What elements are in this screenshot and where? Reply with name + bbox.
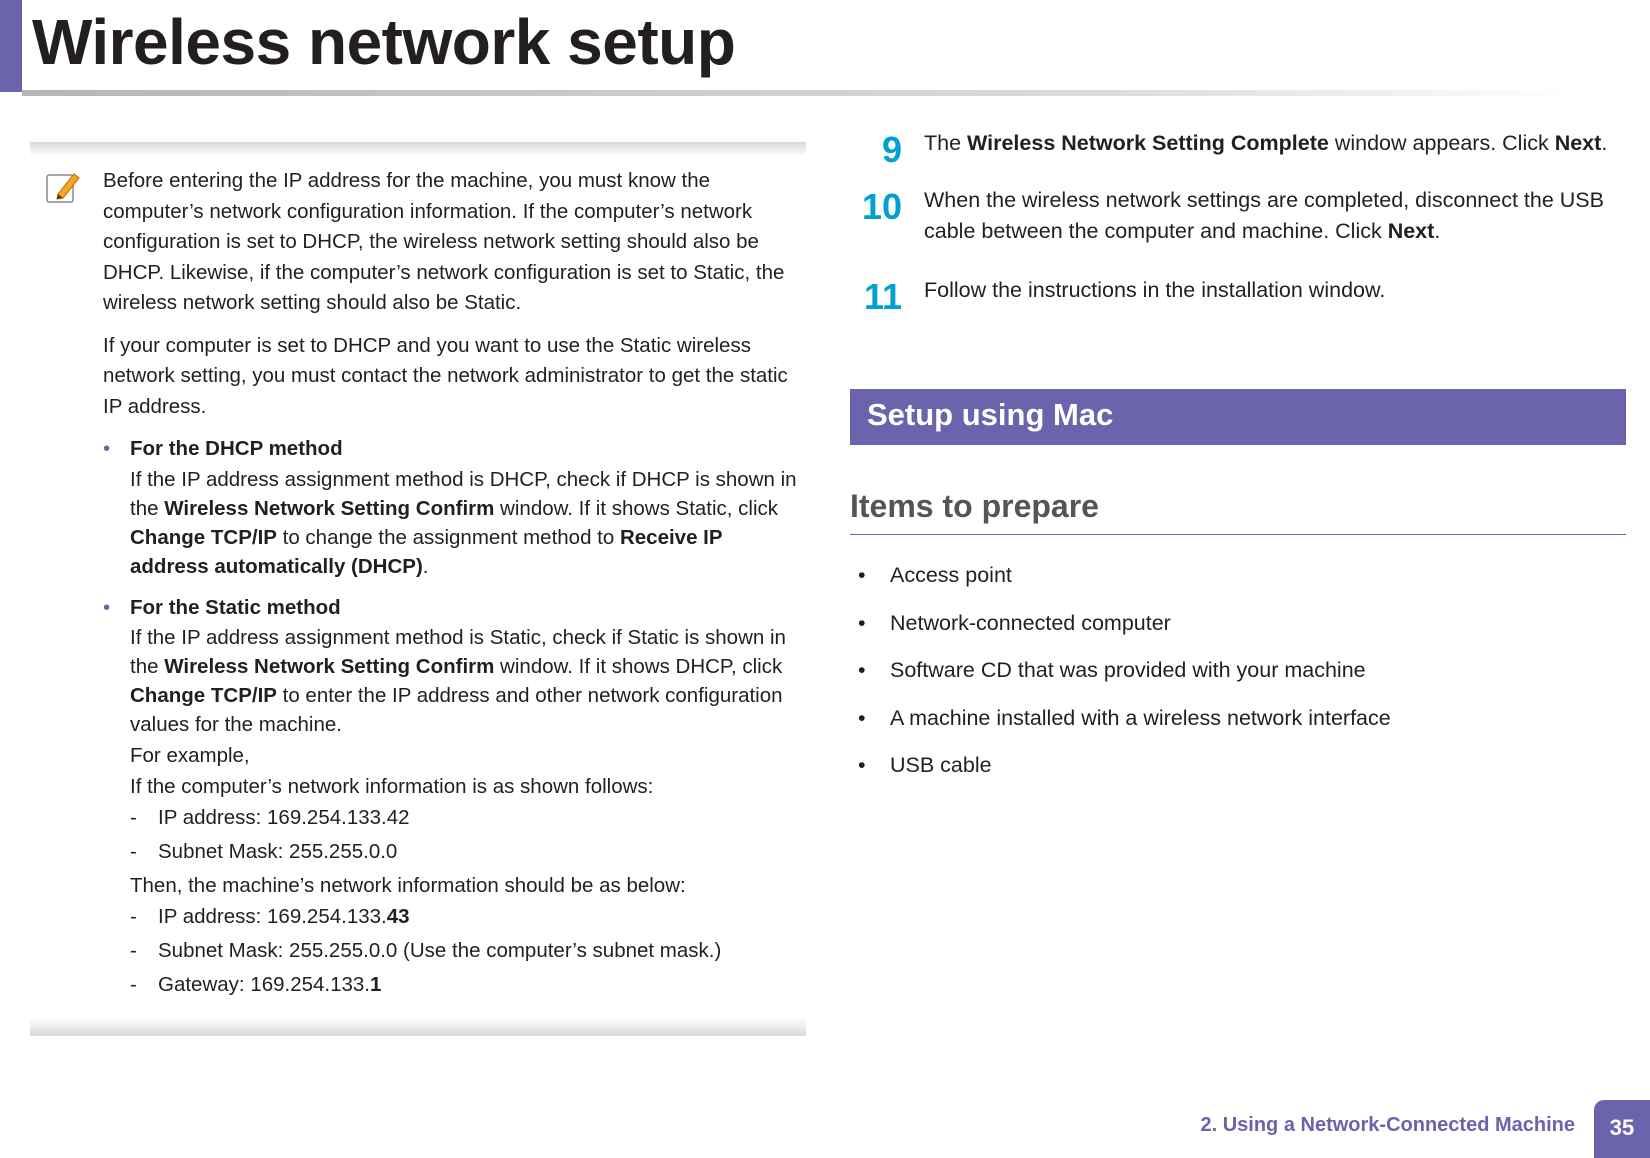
dhcp-method-label: For the DHCP method — [130, 437, 343, 460]
computer-info-intro: If the computer’s network information is as shown follows: — [130, 775, 654, 798]
section-title: Setup using Mac — [867, 397, 1114, 432]
list-item: • Access point — [858, 563, 1012, 587]
list-item: • Software CD that was provided with your machine — [858, 658, 1366, 682]
note-pencil-icon — [44, 168, 82, 206]
step-11: 11 Follow the instructions in the installation window. — [850, 275, 1630, 306]
step-9: 9 The Wireless Network Setting Complete window appears. Click Next. — [850, 128, 1630, 159]
static-method-body — [103, 623, 803, 1000]
page-number: 35 — [1594, 1100, 1650, 1158]
step-number: 11 — [863, 276, 902, 317]
title-accent-bar — [0, 0, 22, 92]
step-number: 10 — [861, 186, 902, 227]
note-top-border — [30, 142, 806, 156]
items-to-prepare-list — [850, 560, 1626, 798]
gateway-item: - Gateway: 169.254.133.1 — [130, 973, 382, 996]
computer-mask-item: - Subnet Mask: 255.255.0.0 — [130, 840, 398, 863]
computer-ip-item: - IP address: 169.254.133.42 — [130, 806, 410, 829]
heading-divider — [850, 534, 1626, 535]
static-method-heading — [103, 593, 803, 624]
list-item: • USB cable — [858, 753, 992, 777]
step-10: 10 When the wireless network settings are completed, disconnect the USB cable between the computer and machine. Click Next. — [850, 185, 1630, 247]
note-paragraph-1: Before entering the IP address for the machine, you must know the computer’s network configuration information. If the computer’s network configuration is set to DHCP, the wireless network setting should also be DHCP. Likewise, if the computer’s network configuration is set to Static, the wireless network setting should also be Static. — [103, 169, 785, 314]
dhcp-method-body — [103, 465, 803, 581]
static-method-text: If the IP address assignment method is Static, check if Static is shown in the Wireless Network Setting Confirm window. If it shows DHCP, click Change TCP/IP to enter the IP address and other network configuration values for the machine. — [130, 626, 786, 736]
footer-chapter-link[interactable]: 2. Using a Network-Connected Machine — [1200, 1114, 1575, 1136]
step-number: 9 — [881, 129, 902, 170]
bullet-icon: • — [103, 437, 111, 460]
page-title: Wireless network setup — [32, 6, 736, 78]
example-label: For example, — [130, 744, 250, 767]
static-method-label: For the Static method — [130, 595, 341, 619]
machine-info-intro: Then, the machine’s network information should be as below: — [130, 874, 686, 897]
dhcp-method-text: If the IP address assignment method is DHCP, check if DHCP is shown in the Wireless Network Setting Confirm window. If it shows Static, click Change TCP/IP to change the assignment method to Receive IP address automatically (DHCP). — [130, 467, 797, 578]
steps-list — [850, 128, 1630, 317]
title-underline — [22, 90, 1582, 96]
note-paragraph-2: If your computer is set to DHCP and you want to use the Static wireless network setting, you must contact the network administrator to get the static IP address. — [103, 333, 788, 418]
list-item: • Network-connected computer — [858, 610, 1171, 635]
list-item: • A machine installed with a wireless network interface — [858, 705, 1391, 730]
network-config-note — [103, 166, 803, 1004]
note-bottom-border — [30, 1018, 806, 1036]
dhcp-method-heading — [103, 434, 803, 465]
items-to-prepare-heading: Items to prepare — [850, 488, 1099, 524]
machine-mask-item: - Subnet Mask: 255.255.0.0 (Use the computer’s subnet mask.) — [130, 939, 722, 962]
machine-ip-item: - IP address: 169.254.133.43 — [130, 905, 410, 928]
bullet-icon: • — [103, 595, 111, 619]
